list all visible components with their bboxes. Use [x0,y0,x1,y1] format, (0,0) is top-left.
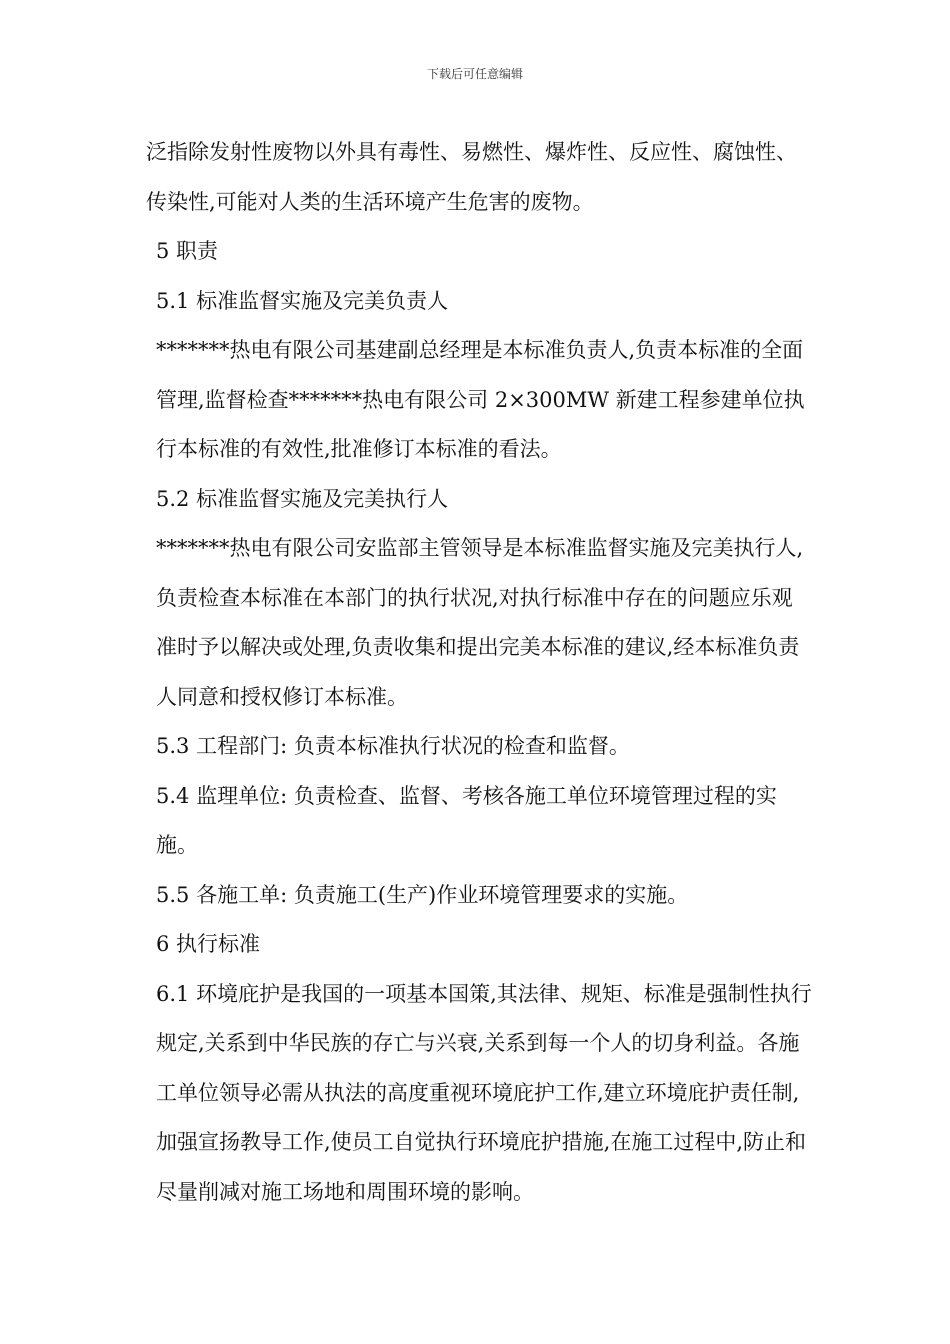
heading-section-5: 5 职责 [156,239,219,263]
heading-section-5-1: 5.1 标准监督实施及完美负责人 [156,288,449,313]
paragraph-section-5-4: 5.4 监理单位: 负责检查、监督、考核各施工单位环境管理过程的实施。 [156,783,777,857]
heading-section-6: 6 执行标准 [156,932,261,956]
paragraph-section-5-3: 5.3 工程部门: 负责本标准执行状况的检查和监督。 [156,734,630,758]
paragraph-section-5-5: 5.5 各施工单: 负责施工(生产)作业环境管理要求的实施。 [156,882,689,907]
document-body [146,128,812,1217]
paragraph-section-5-2: *******热电有限公司安监部主管领导是本标准监督实施及完美执行人,负责检查本标准在本部门的执行状况,对执行标准中存在的问题应乐观准时予以解决或处理,负责收集和提出完美本标准的建议,经本标准负责人同意和授权修订本标准。 [156,536,804,709]
paragraph-section-5-1: *******热电有限公司基建副总经理是本标准负责人,负责本标准的全面管理,监督检查*******热电有限公司 2×300MW 新建工程参建单位执行本标准的有效性,批准修订本标准的看法。 [156,338,805,461]
paragraph-hazardous-waste-definition: 泛指除发射性废物以外具有毒性、易燃性、爆炸性、反应性、腐蚀性、传染性,可能对人类的生活环境产生危害的废物。 [146,140,797,214]
paragraph-section-6-1: 6.1 环境庇护是我国的一项基本国策,其法律、规矩、标准是强制性执行规定,关系到中华民族的存亡与兴衰,关系到每一个人的切身利益。各施工单位领导必需从执法的高度重视环境庇护工作,建立环境庇护责任制,加强宣扬教导工作,使员工自觉执行环境庇护措施,在施工过程中,防止和尽量削减对施工场地和周围环境的影响。 [156,981,812,1204]
page-header: 下载后可任意编辑 [426,67,523,81]
heading-section-5-2: 5.2 标准监督实施及完美执行人 [156,486,449,511]
